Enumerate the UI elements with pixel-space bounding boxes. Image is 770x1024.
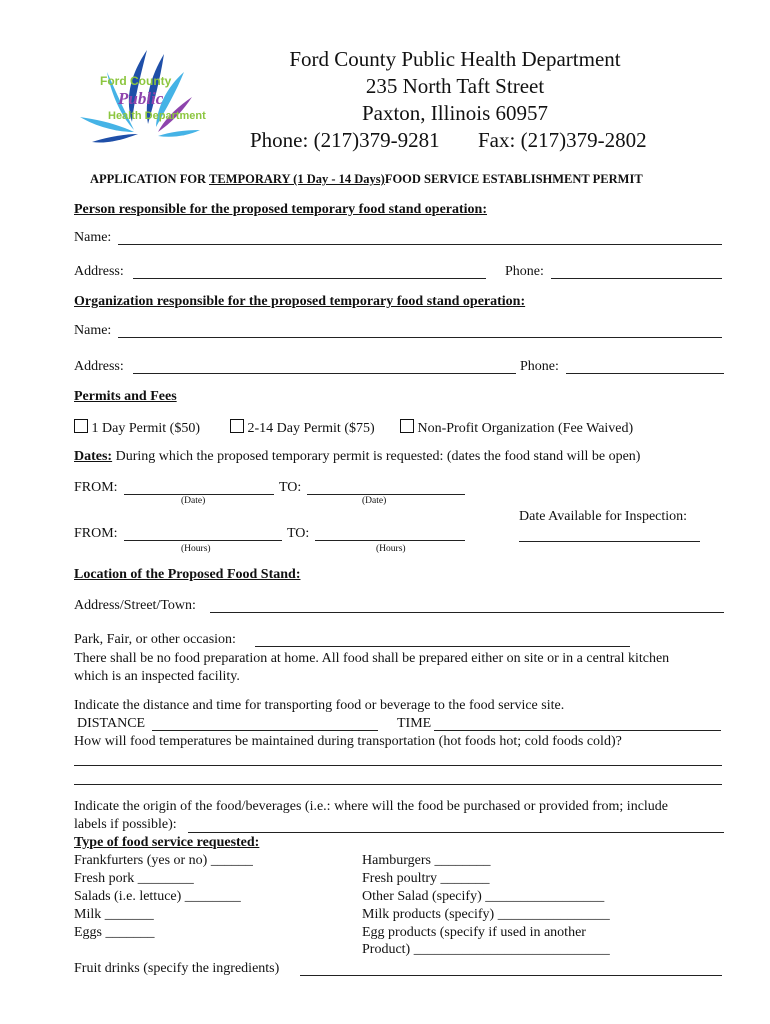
location-address-field[interactable] xyxy=(210,612,724,613)
permits-heading: Permits and Fees xyxy=(74,389,177,404)
date-from-caption: (Date) xyxy=(181,496,206,506)
person-heading: Person responsible for the proposed temporary food stand operation: xyxy=(74,202,487,217)
distance-label: DISTANCE xyxy=(77,716,146,731)
inspection-date-field[interactable] xyxy=(519,541,700,542)
origin-line1: Indicate the origin of the food/beverages (i.e.: where will the food be purchased or provided from; include xyxy=(74,799,669,814)
permit-option-1day-label: 1 Day Permit ($50) xyxy=(91,421,200,436)
permit-option-2-14day-label: 2-14 Day Permit ($75) xyxy=(247,421,375,436)
form-title xyxy=(90,172,643,187)
dates-text: During which the proposed temporary permit is requested: (dates the food stand will be open) xyxy=(115,449,641,464)
permit-option-nonprofit[interactable] xyxy=(400,419,633,437)
hours-to-caption: (Hours) xyxy=(376,544,406,554)
permit-option-2-14day[interactable] xyxy=(230,419,375,437)
person-name-field[interactable] xyxy=(118,244,722,245)
inspection-label: Date Available for Inspection: xyxy=(519,509,688,524)
org-name-label: Name: xyxy=(74,323,112,338)
transport-text: Indicate the distance and time for transporting food or beverage to the food service site. xyxy=(74,698,565,713)
prep-note-line1: There shall be no food preparation at home. All food shall be prepared either on site or in a central kitchen xyxy=(74,651,670,666)
date-to-caption: (Date) xyxy=(362,496,387,506)
logo-line2: Public xyxy=(118,89,164,108)
origin-line2: labels if possible): xyxy=(74,817,177,832)
title-prefix: APPLICATION FOR xyxy=(90,172,207,186)
hours-from-field[interactable] xyxy=(124,540,282,541)
food-item-egg-products-cont[interactable]: Product) ____________________________ xyxy=(362,942,610,957)
hours-from-label: FROM: xyxy=(74,526,118,541)
food-item-hamburgers[interactable]: Hamburgers ________ xyxy=(362,853,491,868)
person-name-label: Name: xyxy=(74,230,112,245)
food-item-other-salad[interactable]: Other Salad (specify) _________________ xyxy=(362,889,605,904)
temperature-answer-line1[interactable] xyxy=(74,765,722,766)
hours-to-field[interactable] xyxy=(315,540,465,541)
location-heading: Location of the Proposed Food Stand: xyxy=(74,567,301,582)
fruit-drinks-field[interactable] xyxy=(300,975,722,976)
distance-field[interactable] xyxy=(152,730,378,731)
logo-line1: Ford County xyxy=(100,74,172,88)
fruit-drinks-label: Fruit drinks (specify the ingredients) xyxy=(74,961,280,976)
food-item-eggs[interactable]: Eggs _______ xyxy=(74,925,155,940)
date-from-label: FROM: xyxy=(74,480,118,495)
permit-option-nonprofit-label: Non-Profit Organization (Fee Waived) xyxy=(417,421,634,436)
food-item-frankfurters[interactable]: Frankfurters (yes or no) ______ xyxy=(74,853,253,868)
org-fax: Fax: (217)379-2802 xyxy=(478,128,647,152)
org-phone: Phone: (217)379-9281 xyxy=(250,128,440,152)
checkbox-nonprofit[interactable] xyxy=(400,419,414,433)
person-address-label: Address: xyxy=(74,264,124,279)
title-underlined: TEMPORARY (1 Day - 14 Days) xyxy=(209,172,385,186)
date-to-label: TO: xyxy=(279,480,302,495)
time-field[interactable] xyxy=(434,730,721,731)
time-label: TIME xyxy=(397,716,432,731)
dates-line xyxy=(74,449,640,465)
org-name: Ford County Public Health Department xyxy=(289,47,621,71)
date-from-field[interactable] xyxy=(124,494,274,495)
org-address-label: Address: xyxy=(74,359,124,374)
hours-from-caption: (Hours) xyxy=(181,544,211,554)
food-item-salads[interactable]: Salads (i.e. lettuce) ________ xyxy=(74,889,241,904)
person-phone-field[interactable] xyxy=(551,278,722,279)
organization-heading: Organization responsible for the proposed temporary food stand operation: xyxy=(74,294,526,309)
checkbox-1day[interactable] xyxy=(74,419,88,433)
prep-note-line2: which is an inspected facility. xyxy=(74,669,240,684)
person-phone-label: Phone: xyxy=(505,264,544,279)
org-phone-field[interactable] xyxy=(566,373,724,374)
food-item-fresh-poultry[interactable]: Fresh poultry _______ xyxy=(362,871,490,886)
park-field[interactable] xyxy=(255,646,630,647)
permit-option-1day[interactable] xyxy=(74,419,200,437)
logo-line3: Health Department xyxy=(108,110,206,122)
food-item-egg-products[interactable]: Egg products (specify if used in another xyxy=(362,925,586,940)
org-name-field[interactable] xyxy=(118,337,722,338)
origin-field[interactable] xyxy=(188,832,724,833)
food-item-fresh-pork[interactable]: Fresh pork ________ xyxy=(74,871,194,886)
org-city: Paxton, Illinois 60957 xyxy=(361,101,549,125)
food-service-heading: Type of food service requested: xyxy=(74,835,260,850)
location-address-label: Address/Street/Town: xyxy=(74,598,196,613)
temperature-question: How will food temperatures be maintained during transportation (hot foods hot; cold foods cold)? xyxy=(74,734,622,749)
person-address-field[interactable] xyxy=(133,278,486,279)
date-to-field[interactable] xyxy=(307,494,465,495)
title-suffix: FOOD SERVICE ESTABLISHMENT PERMIT xyxy=(384,172,643,186)
park-label: Park, Fair, or other occasion: xyxy=(74,632,236,647)
food-item-milk-products[interactable]: Milk products (specify) ________________ xyxy=(362,907,610,922)
food-item-milk[interactable]: Milk _______ xyxy=(74,907,154,922)
org-address-field[interactable] xyxy=(133,373,516,374)
org-street: 235 North Taft Street xyxy=(365,74,545,98)
checkbox-2-14day[interactable] xyxy=(230,419,244,433)
dates-heading: Dates: xyxy=(74,449,113,464)
temperature-answer-line2[interactable] xyxy=(74,784,722,785)
hours-to-label: TO: xyxy=(287,526,310,541)
org-phone-label: Phone: xyxy=(520,359,559,374)
